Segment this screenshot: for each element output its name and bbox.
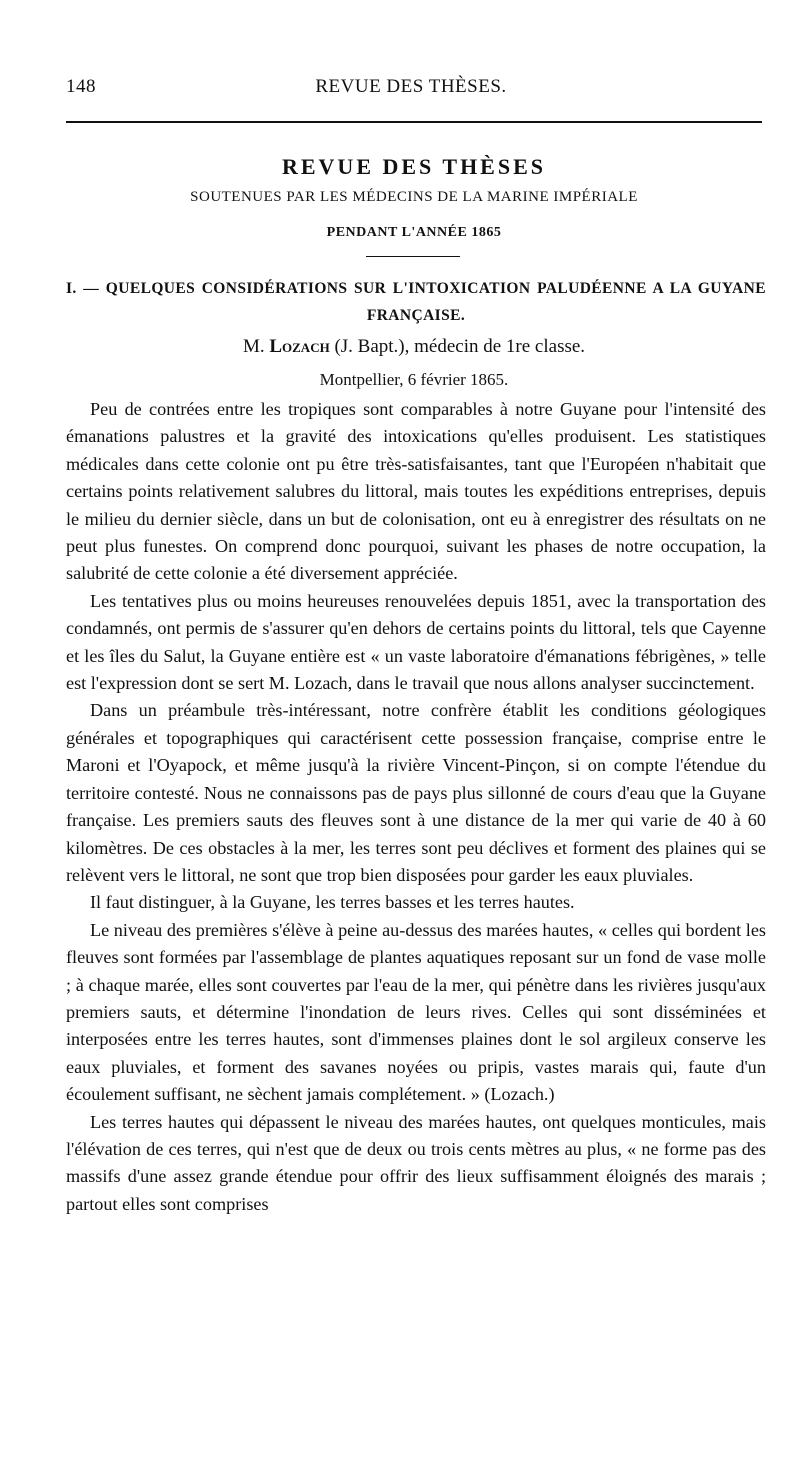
running-head — [66, 76, 756, 102]
place-date: Montpellier, 6 février 1865. — [319, 370, 509, 389]
author-name: Lozach — [269, 336, 330, 357]
divider-rule — [366, 256, 460, 257]
paragraph: Les tentatives plus ou moins heureuses renouvelées depuis 1851, avec la transportation des condamnés, ont permis de s'assurer qu'en dehors de certains points du littoral, tels que Cayenne et les îles du Salut, la Guyane entière est « un vaste laboratoire d'émanations fébrigènes, » telle est l'expression dont se sert M. Lozach, dans le travail que nous allons analyser succinctement. — [66, 590, 766, 694]
header-rule — [66, 121, 762, 123]
page-number: 148 — [66, 76, 96, 97]
author-prefix: M. — [242, 336, 265, 357]
paragraph: Dans un préambule très-intéressant, notre confrère établit les conditions géologiques générales et topographiques qui caractérisent cette possession française, comprise entre le Maroni et l'Oyapock, et même jusqu'à la rivière Vincent-Pinçon, si on compte l'étendue du territoire contesté. Nous ne connaissons pas de pays plus sillonné de cours d'eau que la Guyane française. Les premiers sauts des fleuves sont à une distance de la mer qui varie de 40 à 60 kilomètres. De ces obstacles à la mer, les terres sont peu déclives et forment des plaines qui se relèvent vers le littoral, ne sont que trop bien disposées pour garder les eaux pluviales. — [66, 700, 766, 885]
article-body — [66, 396, 766, 1218]
author-line — [66, 336, 762, 358]
author-details: (J. Bapt.), médecin de 1re classe. — [334, 336, 586, 357]
section-year: PENDANT L'ANNÉE 1865 — [326, 225, 502, 240]
running-title: REVUE DES THÈSES. — [315, 76, 507, 97]
section-title: REVUE DES THÈSES — [281, 154, 546, 179]
article-title: I. — QUELQUES CONSIDÉRATIONS SUR L'INTOXICATION PALUDÉENNE A LA GUYANE FRANÇAISE. — [66, 280, 766, 324]
paragraph: Le niveau des premières s'élève à peine au-dessus des marées hautes, « celles qui bordent les fleuves sont formées par l'assemblage de plantes aquatiques reposant sur un fond de vase molle ; à chaque marée, elles sont couvertes par l'eau de la mer, qui pénètre dans les rivières jusqu'aux premiers sauts, et détermine l'inondation de leurs rives. Celles qui sont disséminées et interposées entre les terres hautes, sont d'immenses plaines dont le sol argileux conserve les eaux pluviales, et forment des savanes noyées ou pripis, vastes marais qui, faute d'un écoulement suffisant, ne sèchent jamais complétement. » (Lozach.) — [66, 919, 766, 1105]
paragraph: Il faut distinguer, à la Guyane, les terres basses et les terres hautes. — [90, 892, 575, 913]
section-subtitle: SOUTENUES PAR LES MÉDECINS DE LA MARINE IMPÉRIALE — [190, 189, 638, 205]
paragraph: Les terres hautes qui dépassent le niveau des marées hautes, ont quelques monticules, mais l'élévation de ces terres, qui n'est que de deux ou trois cents mètres au plus, « ne forme pas des massifs d'une assez grande étendue pour offrir des lieux suffisamment éloignés des marais ; partout elles sont comprises — [66, 1111, 766, 1214]
paragraph: Peu de contrées entre les tropiques sont comparables à notre Guyane pour l'intensité des émanations palustres et la gravité des intoxications qu'elles produisent. Les statistiques médicales dans cette colonie ont pu être très-satisfaisantes, tant que l'Européen n'habitait que certains points relativement salubres du littoral, mais toutes les expéditions entreprises, depuis le milieu du dernier siècle, dans un but de colonisation, ont eu à enregistrer des résultats on ne peut plus funestes. On comprend donc pourquoi, suivant les phases de notre occupation, la salubrité de cette colonie a été diversement appréciée. — [66, 399, 766, 584]
